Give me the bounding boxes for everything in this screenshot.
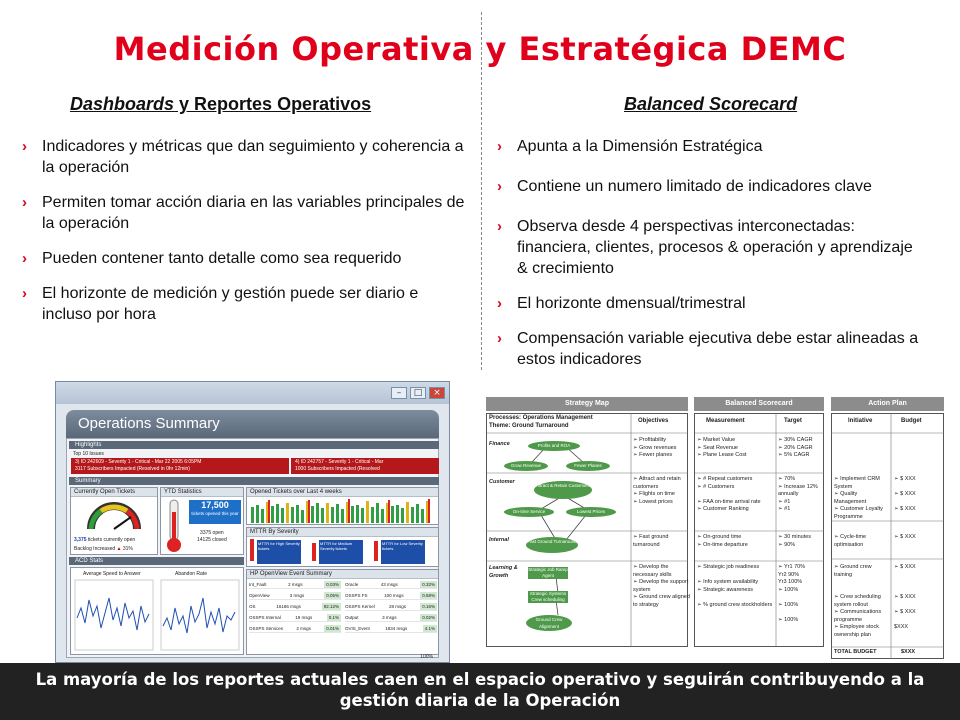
panel-header: Currently Open Tickets	[71, 488, 157, 497]
processes-label: Processes: Operations Management	[489, 415, 593, 421]
event-count: 28 msgs	[388, 604, 406, 609]
panel-header: YTD Statistics	[161, 488, 243, 497]
target-header: Target	[784, 418, 802, 424]
issue-text: 1000 Subscribers Impacted (Resolved	[295, 466, 380, 472]
initiative-cell: ➢ Cycle-time optimisation	[834, 534, 867, 548]
event-count: 19 msgs	[295, 615, 313, 620]
left-heading-rest: y Reportes Operativos	[174, 94, 372, 114]
event-percent: 92.12%	[323, 604, 339, 609]
left-bullet-text: Permiten tomar acción diaria en las variables principales de la operación	[42, 194, 465, 232]
issue-text: 4) ID 242757 - Severity 1 - Critical - Mar	[295, 459, 384, 465]
open-tickets-text: tickets currently open	[87, 537, 136, 543]
map-node: On-time Service	[504, 507, 554, 517]
operations-dashboard-screenshot	[55, 381, 450, 663]
events-list-left	[249, 581, 341, 636]
right-bullet	[497, 176, 927, 197]
ytd-closed: 14125 closed	[197, 537, 227, 543]
event-count: 3 msgs	[289, 593, 305, 598]
event-count: 16186 msgs	[276, 604, 301, 609]
event-count: 43 msgs	[380, 582, 398, 587]
action-plan-header: Action Plan	[831, 397, 944, 411]
ytd-open: 3375 open	[200, 530, 224, 536]
event-count: 3 msgs	[382, 615, 397, 620]
chevron-right-icon: ›	[497, 178, 502, 195]
total-budget-value: $XXX	[901, 649, 916, 655]
event-percent: 0.58%	[422, 593, 435, 598]
tickets-opened-label: tickets opened this year	[191, 511, 239, 516]
event-percent: 0.1%	[328, 615, 339, 620]
initiative-header: Initiative	[848, 418, 873, 424]
panel-header: Opened Tickets over Last 4 weeks	[247, 488, 438, 497]
map-node: Profits and ROA	[528, 441, 580, 451]
map-node: Grow Revenue	[504, 461, 548, 471]
budget-header: Budget	[901, 418, 922, 424]
perspective-label: Customer	[489, 479, 515, 485]
acd-charts-panel	[70, 567, 244, 655]
strategy-map-header: Strategy Map	[486, 397, 688, 411]
mttr-low-box: MTTR for Low Severity tickets	[381, 540, 425, 564]
opened-tickets-chart-panel	[246, 487, 439, 525]
summary-bar[interactable]: Summary	[69, 477, 439, 485]
chevron-right-icon: ›	[497, 218, 502, 235]
perspective-label: Internal	[489, 537, 509, 543]
event-row[interactable]	[345, 581, 437, 589]
left-bullet	[22, 136, 470, 178]
mttr-medium-box: MTTR for Medium Severity tickets	[319, 540, 363, 564]
perspective-label: Learning & Growth	[489, 565, 518, 579]
chevron-right-icon: ›	[497, 330, 502, 347]
chevron-right-icon: ›	[497, 295, 502, 312]
acd-stats-bar[interactable]: ACD Stats	[69, 557, 244, 565]
backlog-value: 31%	[122, 546, 133, 552]
left-heading-italic: Dashboards	[70, 94, 175, 114]
budget-cell: ➢ $ XXX	[894, 534, 916, 540]
event-percent: 0.32%	[422, 582, 435, 587]
measurement-cell: ➢ Market Value ➢ Seat Revenue ➢ Plane Lease Cost	[697, 437, 747, 458]
zoom-level[interactable]: 100%	[420, 654, 433, 660]
opened-tickets-bars	[247, 497, 438, 524]
right-bullet-text: Compensación variable ejecutiva debe estar alineadas a estos indicadores	[517, 330, 919, 368]
event-row[interactable]	[345, 592, 437, 600]
event-count: 2 msgs	[288, 582, 303, 587]
issue-row[interactable]	[291, 458, 439, 474]
balanced-scorecard-header: Balanced Scorecard	[694, 397, 824, 411]
maximize-icon[interactable]: □	[410, 387, 426, 399]
event-row[interactable]	[345, 625, 437, 633]
target-cell: ➢ 30 minutes ➢ 90%	[778, 534, 812, 548]
event-name: OSSPS Internal	[249, 615, 281, 620]
balanced-scorecard-screenshot	[486, 397, 944, 659]
event-count: 2 msgs	[296, 626, 311, 631]
objectives-cell: ➢ Fast ground turnaround	[633, 534, 669, 548]
event-name: Int_Fault	[249, 582, 267, 587]
event-count: 100 msgs	[384, 593, 404, 598]
event-percent: 0.05%	[326, 593, 339, 598]
right-heading	[624, 94, 797, 115]
budget-cell: ➢ $ XXX ➢ $ XXX ➢ $ XXX $XXX	[894, 564, 916, 630]
events-list-right	[345, 581, 437, 636]
event-row[interactable]	[249, 603, 341, 611]
chevron-right-icon: ›	[22, 138, 27, 155]
budget-cell: ➢ $ XXX ➢ $ XXX ➢ $ XXX	[894, 476, 916, 512]
event-name: OSSPS Kernel	[345, 604, 375, 609]
map-node: Lowest Prices	[566, 507, 616, 517]
close-icon[interactable]: ×	[429, 387, 445, 399]
chevron-right-icon: ›	[22, 194, 27, 211]
thermometer-icon	[247, 537, 438, 567]
ytd-statistics-panel	[160, 487, 244, 555]
top-issues-label: Top 10 Issues	[73, 451, 104, 457]
footer-banner: La mayoría de los reportes actuales caen en el espacio operativo y seguirán contribuyendo a la gestión diaria de la Operación	[0, 663, 960, 720]
left-bullet-text: Indicadores y métricas que dan seguimiento y coherencia a la operación	[42, 138, 464, 176]
highlights-bar[interactable]: Highlights	[69, 441, 439, 449]
chevron-right-icon: ›	[22, 250, 27, 267]
event-name: Output	[345, 615, 359, 620]
gauge-icon	[71, 497, 157, 533]
right-bullet	[497, 293, 927, 314]
left-bullet	[22, 248, 470, 269]
right-bullet-text: El horizonte dmensual/trimestral	[517, 295, 746, 312]
acd-line-charts	[71, 578, 243, 656]
map-node: Attract & Retain Customers	[534, 481, 592, 499]
left-bullet	[22, 283, 470, 325]
minimize-icon[interactable]: –	[391, 387, 407, 399]
abandon-rate-label: Abandon Rate	[175, 571, 207, 577]
measurement-cell: ➢ Strategic job readiness ➢ Info system availability ➢ Strategic awareness ➢ % ground crew stockholders	[697, 564, 773, 608]
event-row[interactable]	[345, 614, 437, 622]
right-bullet-text: Contiene un numero limitado de indicadores clave	[517, 178, 872, 195]
event-name: OSSPS FS	[345, 593, 368, 598]
event-name: OpenView	[249, 593, 270, 598]
event-summary-panel	[246, 569, 439, 655]
mttr-high-box: MTTR for High Severity tickets	[257, 540, 301, 564]
initiative-cell: ➢ Implement CRM System ➢ Quality Management ➢ Customer Loyalty Programme	[834, 476, 883, 520]
event-row[interactable]	[249, 581, 341, 589]
right-bullet-text: Observa desde 4 perspectivas interconectadas: financiera, clientes, procesos & operación y aprendizaje & crecimiento	[517, 218, 913, 277]
arrow-up-icon: ▲	[116, 546, 122, 552]
measurement-header: Measurement	[706, 418, 745, 424]
event-percent: 0.16%	[422, 604, 435, 609]
event-percent: 0.02%	[422, 615, 435, 620]
event-percent: 4.1%	[424, 626, 435, 631]
panel-header: HP OpenView Event Summary	[247, 570, 438, 579]
left-bullet-text: Pueden contener tanto detalle como sea requerido	[42, 250, 402, 267]
map-node: Fast Ground Turnaround	[526, 537, 578, 553]
objectives-header: Objectives	[638, 418, 669, 424]
right-bullet	[497, 328, 927, 370]
event-row[interactable]	[249, 625, 341, 633]
measurement-cell: ➢ # Repeat customers ➢ # Customers ➢ FAA on-time arrival rate ➢ Customer Ranking	[697, 476, 761, 512]
objectives-cell: ➢ Develop the necessary skills ➢ Develop the support system ➢ Ground crew aligned to strategy	[633, 564, 690, 608]
avg-speed-label: Average Speed to Answer	[83, 571, 141, 577]
objectives-cell: ➢ Attract and retain customers ➢ Flights on time ➢ Lowest prices	[633, 476, 681, 505]
target-cell: ➢ Yr1 70% Yr2 90% Yr3 100% ➢ 100% ➢ 100% ➢ 100%	[778, 564, 806, 623]
target-cell: ➢ 30% CAGR ➢ 20% CAGR ➢ 5% CAGR	[778, 437, 813, 458]
chevron-right-icon: ›	[497, 138, 502, 155]
event-name: OVIS_Event	[345, 626, 370, 631]
event-row[interactable]	[345, 603, 437, 611]
right-bullet-list	[497, 136, 927, 384]
issue-text: 3) ID 242609 - Severity 1 - Critical - Mar 22 2005 6:05PM	[75, 459, 202, 465]
target-cell: ➢ 70% ➢ Increase 12% annually ➢ #1 ➢ #1	[778, 476, 818, 512]
objectives-cell: ➢ Profitability ➢ Grow revenues ➢ Fewer planes	[633, 437, 677, 458]
dashboard-body	[66, 438, 439, 658]
panel-header: MTTR By Severity	[247, 528, 438, 537]
page-title: Medición Operativa y Estratégica DEMC	[113, 30, 847, 68]
event-name: OSSPS Services	[249, 626, 284, 631]
event-row[interactable]	[249, 592, 341, 600]
left-bullet-text: El horizonte de medición y gestión puede ser diario e incluso por hora	[42, 285, 419, 323]
map-node: Fewer Planes	[566, 461, 610, 471]
issue-row[interactable]	[71, 458, 289, 474]
map-node: Strategic Systems Crew scheduling	[529, 591, 567, 602]
right-bullet-text: Apunta a la Dimensión Estratégica	[517, 138, 763, 155]
backlog-label: Backlog Increased	[74, 546, 116, 552]
right-bullet	[497, 216, 927, 279]
column-divider	[481, 12, 482, 370]
open-tickets-panel	[70, 487, 158, 555]
left-heading	[70, 94, 371, 115]
event-percent: 0.03%	[326, 582, 339, 587]
right-heading-text: Balanced Scorecard	[624, 94, 798, 114]
event-name: Oracle	[345, 582, 359, 587]
event-name: OS	[249, 604, 256, 609]
open-tickets-count: 3,375	[74, 537, 87, 543]
issue-text: 3117 Subscribers Impacted (Resolved in 0hr 12min)	[75, 466, 190, 472]
perspective-label: Finance	[489, 441, 510, 447]
theme-label: Theme: Ground Turnaround	[489, 423, 569, 429]
left-bullet-list	[22, 136, 470, 339]
measurement-cell: ➢ On-ground time ➢ On-time departure	[697, 534, 748, 548]
right-bullet	[497, 136, 927, 157]
operations-summary-title: Operations Summary	[66, 410, 439, 438]
initiative-cell: ➢ Ground crew training ➢ Crew scheduling system rollout ➢ Communications programme ➢ Employee stock ownership plan	[834, 564, 882, 638]
mttr-panel	[246, 527, 439, 567]
chevron-right-icon: ›	[22, 285, 27, 302]
tickets-opened-number: 17,500	[201, 500, 229, 510]
event-count: 1834 msgs	[385, 626, 408, 631]
total-budget-label: TOTAL BUDGET	[834, 649, 877, 655]
map-node: Strategic Job Ramp Agent	[528, 567, 568, 578]
window-titlebar	[56, 382, 449, 404]
map-node: Ground Crew Alignment	[526, 615, 572, 631]
thermometer-icon	[163, 498, 185, 554]
tickets-opened-box	[189, 500, 241, 524]
left-bullet	[22, 192, 470, 234]
event-row[interactable]	[249, 614, 341, 622]
event-percent: 0.01%	[326, 626, 339, 631]
